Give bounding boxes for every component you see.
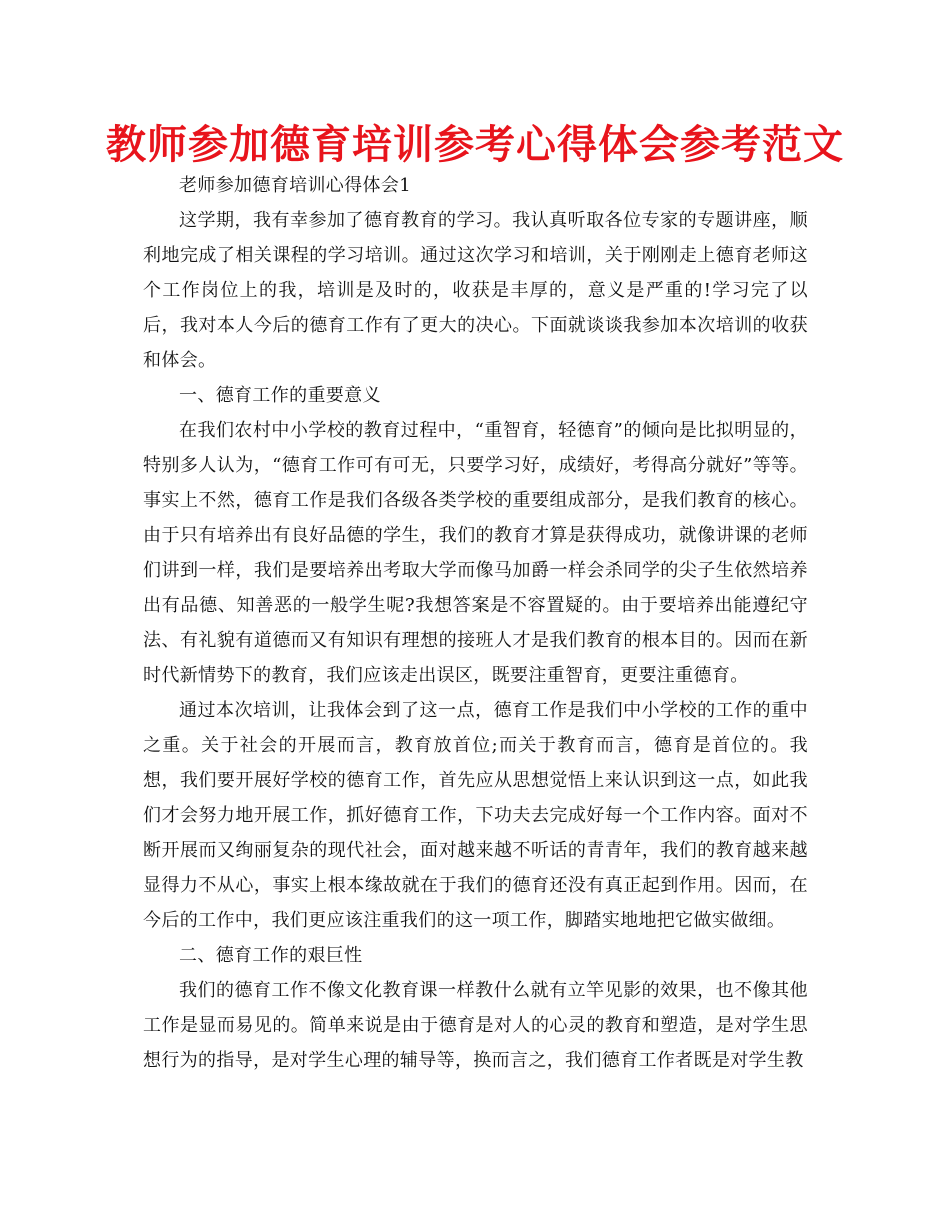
paragraph: 在我们农村中小学校的教育过程中，“重智育，轻德育”的倾向是比拟明显的，特别多人认为，“德育工作可有可无，只要学习好，成绩好，考得高分就好”等等。事实上不然，德育工作是我们各级各类学校的重要组成部分，是我们教育的核心。由于只有培养出有良好品德的学生，我们的教育才算是获得成功，就像讲课的老师们讲到一样，我们是要培养出考取大学而像马加爵一样会杀同学的尖子生依然培养出有品德、知善恶的一般学生呢?我想答案是不容置疑的。由于要培养出能遵纪守法、有礼貌有道德而又有知识有理想的接班人才是我们教育的根本目的。因而在新时代新情势下的教育，我们应该走出误区，既要注重智育，更要注重德育。 — [143, 420, 808, 686]
section-heading: 二、德育工作的艰巨性 — [179, 945, 363, 966]
document-title: 教师参加德育培训参考心得体会参考范文 — [106, 122, 844, 168]
paragraph-subtitle: 老师参加德育培训心得体会1 — [179, 175, 412, 196]
paragraph: 通过本次培训，让我体会到了这一点，德育工作是我们中小学校的工作的重中之重。关于社会的开展而言，教育放首位;而关于教育而言，德育是首位的。我想，我们要开展好学校的德育工作，首先应从思想觉悟上来认识到这一点，如此我们才会努力地开展工作，抓好德育工作，下功夫去完成好每一个工作内容。面对不断开展而又绚丽复杂的现代社会，面对越来越不听话的青青年，我们的教育越来越显得力不从心，事实上根本缘故就在于我们的德育还没有真正起到作用。因而，在今后的工作中，我们更应该注重我们的这一项工作，脚踏实地地把它做实做细。 — [143, 700, 808, 931]
section-heading: 一、德育工作的重要意义 — [179, 385, 381, 406]
paragraph: 我们的德育工作不像文化教育课一样教什么就有立竿见影的效果，也不像其他工作是显而易见的。简单来说是由于德育是对人的心灵的教育和塑造，是对学生思想行为的指导，是对学生心理的辅导等，换而言之，我们德育工作者既是对学生教 — [143, 980, 808, 1071]
document-body — [143, 168, 808, 1078]
paragraph: 这学期，我有幸参加了德育教育的学习。我认真听取各位专家的专题讲座，顺利地完成了相关课程的学习培训。通过这次学习和培训，关于刚刚走上德育老师这个工作岗位上的我，培训是及时的，收获是丰厚的，意义是严重的!学习完了以后，我对本人今后的德育工作有了更大的决心。下面就谈谈我参加本次培训的收获和体会。 — [143, 210, 808, 371]
